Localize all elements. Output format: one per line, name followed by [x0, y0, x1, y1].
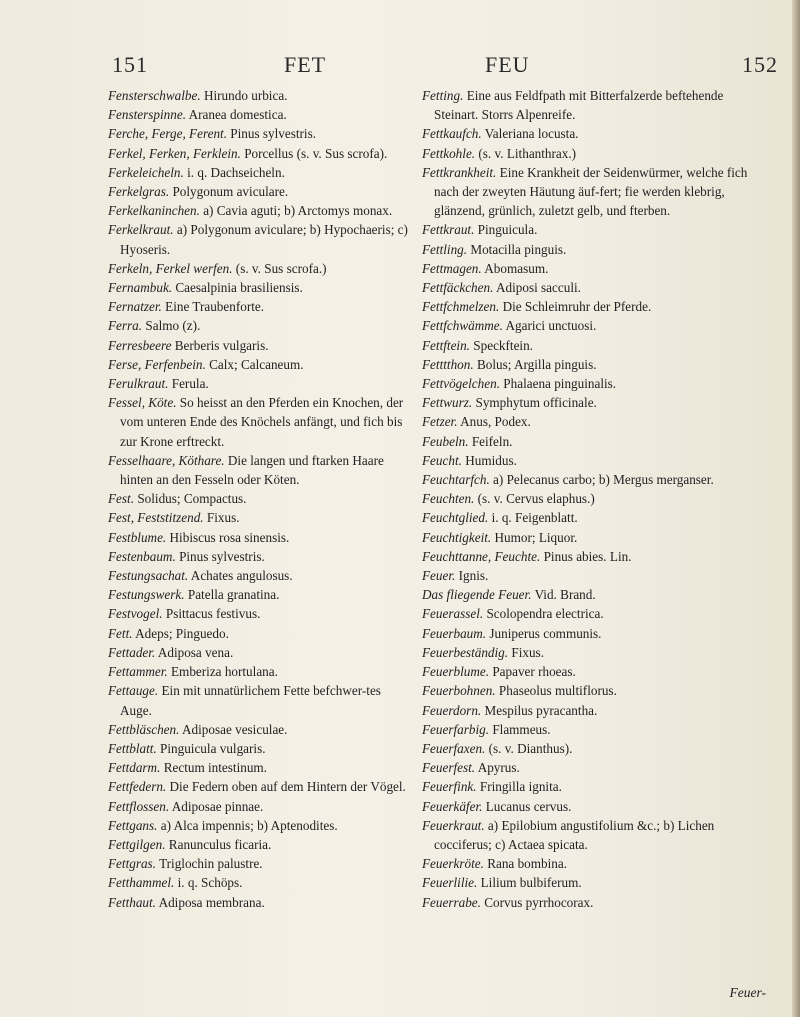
- dictionary-entry: [108, 528, 408, 547]
- dictionary-entry: [422, 585, 764, 604]
- entry-definition: Patella granatina.: [187, 587, 280, 603]
- header-keyword-left: FET: [284, 52, 327, 77]
- entry-definition: a) Epilobium angustifolium &c.; b) Lichen cocciferus; c) Actaea spicata.: [434, 817, 715, 852]
- dictionary-entry: [108, 124, 408, 143]
- dictionary-entry: [108, 643, 408, 662]
- entry-definition: Pinus sylvestris.: [230, 126, 317, 142]
- dictionary-entry: [108, 201, 408, 220]
- entry-headword: Fettblatt.: [108, 740, 157, 756]
- entry-headword: Feuerfarbig.: [422, 721, 490, 737]
- dictionary-entry: [422, 316, 764, 335]
- dictionary-entry: [422, 797, 764, 816]
- entry-headword: Feuer.: [422, 568, 456, 584]
- entry-headword: Festblume.: [108, 529, 167, 545]
- entry-headword: Festungswerk.: [108, 587, 185, 603]
- entry-headword: Fernambuk.: [108, 280, 173, 296]
- entry-headword: Das fliegende Feuer.: [422, 587, 532, 603]
- entry-headword: Fettauge.: [108, 683, 159, 699]
- dictionary-entry: [108, 797, 408, 816]
- entry-definition: Pinguicula vulgaris.: [160, 740, 266, 756]
- entry-definition: Porcellus (s. v. Sus scrofa).: [244, 145, 388, 161]
- entry-headword: Ferkeln, Ferkel werfen.: [108, 260, 233, 276]
- page-number-right: 152: [742, 52, 778, 77]
- entry-definition: Abomasum.: [484, 260, 549, 276]
- entry-definition: Symphytum officinale.: [475, 395, 597, 411]
- entry-definition: So heisst an den Pferden ein Knochen, der vom unteren Ende des Knöchels anfängt, und fich bis zur Krone erftreckt.: [120, 395, 404, 449]
- dictionary-entry: [422, 873, 764, 892]
- entry-definition: Adiposi sacculi.: [495, 280, 581, 296]
- entry-headword: Fensterspinne.: [108, 107, 187, 123]
- entry-headword: Feuchttanne, Feuchte.: [422, 548, 541, 564]
- entry-definition: i. q. Feigenblatt.: [491, 510, 578, 526]
- entry-definition: Adiposae vesiculae.: [182, 721, 288, 737]
- entry-definition: a) Alca impennis; b) Aptenodites.: [160, 817, 338, 833]
- entry-definition: (s. v. Sus scrofa.): [235, 260, 327, 276]
- entry-headword: Ferra.: [108, 318, 143, 334]
- entry-definition: Adeps; Pinguedo.: [135, 625, 229, 641]
- entry-headword: Fettfedern.: [108, 779, 167, 795]
- entry-definition: Die langen und ftarken Haare hinten an den Fesseln oder Köten.: [120, 452, 384, 488]
- entry-headword: Fensterschwalbe.: [108, 88, 201, 103]
- entry-definition: (s. v. Lithanthrax.): [478, 145, 577, 161]
- entry-definition: Die Federn oben auf dem Hintern der Vögel.: [169, 779, 406, 795]
- entry-definition: Eine aus Feldfpath mit Bitterfalzerde beftehende Steinart. Storrs Alpenreife.: [434, 88, 724, 123]
- dictionary-entry: [108, 585, 408, 604]
- entry-headword: Fettkaufch.: [422, 126, 482, 142]
- entry-headword: Fett.: [108, 625, 133, 641]
- dictionary-entry: [422, 508, 764, 527]
- entry-headword: Ferkel, Ferken, Ferklein.: [108, 145, 241, 161]
- entry-headword: Festungsachat.: [108, 568, 189, 584]
- dictionary-entry: [108, 259, 408, 278]
- dictionary-entry: [108, 278, 408, 297]
- dictionary-entry: [108, 662, 408, 681]
- entry-definition: Psittacus festivus.: [165, 606, 261, 622]
- entry-headword: Fettftein.: [422, 337, 470, 353]
- dictionary-entry: [422, 240, 764, 259]
- entry-headword: Fesselhaare, Köthare.: [108, 452, 225, 468]
- entry-headword: Feuchtarfch.: [422, 472, 490, 488]
- dictionary-entry: [422, 278, 764, 297]
- entry-headword: Fettfchwämme.: [422, 318, 503, 334]
- dictionary-entry: [108, 566, 408, 585]
- entry-headword: Feuchtigkeit.: [422, 529, 492, 545]
- dictionary-entry: [108, 547, 408, 566]
- dictionary-entry: [108, 681, 408, 719]
- entry-headword: Feuerbaum.: [422, 625, 487, 641]
- dictionary-entry: [422, 701, 764, 720]
- entry-definition: Lucanus cervus.: [485, 798, 572, 814]
- entry-definition: Adiposa vena.: [157, 644, 234, 660]
- dictionary-entry: [422, 816, 764, 854]
- header-keyword-right: FEU: [485, 52, 530, 77]
- entry-headword: Ferresbeere: [108, 337, 172, 353]
- entry-headword: Fettflossen.: [108, 798, 170, 814]
- dictionary-entry: [422, 412, 764, 431]
- entry-headword: Feuerfaxen.: [422, 740, 486, 756]
- dictionary-entry: [422, 854, 764, 873]
- dictionary-entry: [422, 528, 764, 547]
- entry-headword: Fettgras.: [108, 856, 156, 872]
- entry-definition: Adiposa membrana.: [158, 894, 265, 910]
- entry-definition: Phaseolus multiflorus.: [498, 683, 617, 699]
- dictionary-entry: [108, 758, 408, 777]
- entry-headword: Fettgilgen.: [108, 836, 166, 852]
- dictionary-entry: [422, 893, 764, 912]
- dictionary-entry: [422, 547, 764, 566]
- entry-headword: Ferkelkaninchen.: [108, 203, 200, 219]
- entry-headword: Fettammer.: [108, 664, 168, 680]
- entry-definition: a) Pelecanus carbo; b) Mergus merganser.: [493, 472, 714, 488]
- entry-headword: Ferkeleicheln.: [108, 164, 184, 180]
- entry-definition: Agarici unctuosi.: [505, 318, 597, 334]
- entry-definition: a) Polygonum aviculare; b) Hypochaeris; c) Hyoseris.: [120, 222, 408, 257]
- entry-headword: Fest, Feststitzend.: [108, 510, 204, 526]
- entry-definition: Rana bombina.: [487, 856, 568, 872]
- dictionary-entry: [108, 182, 408, 201]
- entry-headword: Festvogel.: [108, 606, 163, 622]
- entry-headword: Feubeln.: [422, 433, 469, 449]
- entry-definition: Hirundo urbica.: [203, 88, 288, 103]
- entry-headword: Ferche, Ferge, Ferent.: [108, 126, 227, 142]
- entry-headword: Feuerassel.: [422, 606, 484, 622]
- entry-headword: Fettkrankheit.: [422, 164, 497, 180]
- entry-headword: Feucht.: [422, 452, 462, 468]
- entry-definition: Fixus.: [511, 644, 544, 660]
- dictionary-entry: [108, 451, 408, 489]
- entry-headword: Feuerkraut.: [422, 817, 485, 833]
- entry-definition: Achates angulosus.: [190, 568, 293, 584]
- entry-headword: Fettader.: [108, 644, 156, 660]
- entry-definition: (s. v. Dianthus).: [488, 740, 573, 756]
- entry-definition: Corvus pyrrhocorax.: [484, 894, 594, 910]
- entry-definition: Valeriana locusta.: [484, 126, 579, 142]
- entry-headword: Fetting.: [422, 88, 464, 103]
- entry-definition: Papaver rhoeas.: [492, 664, 576, 680]
- entry-headword: Feuerrabe.: [422, 894, 481, 910]
- entry-headword: Fettmagen.: [422, 260, 482, 276]
- entry-headword: Feuerbeständig.: [422, 644, 509, 660]
- entry-headword: Fettfäckchen.: [422, 280, 494, 296]
- entry-definition: Aranea domestica.: [188, 107, 287, 123]
- dictionary-entry: [422, 681, 764, 700]
- dictionary-entry: [422, 393, 764, 412]
- dictionary-entry: [422, 432, 764, 451]
- entry-definition: Fixus.: [206, 510, 240, 526]
- left-column: [108, 86, 408, 912]
- dictionary-entry: [108, 893, 408, 912]
- entry-definition: Motacilla pinguis.: [470, 241, 567, 257]
- entry-definition: Die Schleimruhr der Pferde.: [502, 299, 652, 315]
- dictionary-entry: [108, 86, 408, 105]
- dictionary-entry: [422, 355, 764, 374]
- entry-headword: Fernatzer.: [108, 299, 162, 315]
- entry-definition: Berberis vulgaris.: [174, 337, 269, 353]
- entry-headword: Feuerfest.: [422, 760, 476, 776]
- entry-headword: Fettbläschen.: [108, 721, 180, 737]
- entry-definition: Scolopendra electrica.: [486, 606, 604, 622]
- dictionary-entry: [108, 374, 408, 393]
- page-edge: [792, 0, 800, 1017]
- dictionary-entry: [108, 873, 408, 892]
- entry-definition: Pinus abies. Lin.: [543, 548, 632, 564]
- entry-headword: Feuerfink.: [422, 779, 477, 795]
- entry-headword: Feuerblume.: [422, 664, 490, 680]
- dictionary-entry: [108, 604, 408, 623]
- entry-definition: Flammeus.: [492, 721, 551, 737]
- entry-headword: Feuchtglied.: [422, 510, 489, 526]
- entry-headword: Festenbaum.: [108, 548, 176, 564]
- entry-definition: Eine Traubenforte.: [165, 299, 265, 315]
- dictionary-entry: [108, 835, 408, 854]
- entry-definition: Juniperus communis.: [489, 625, 602, 641]
- entry-definition: Humidus.: [465, 452, 517, 468]
- dictionary-entry: [422, 662, 764, 681]
- entry-definition: Pinus sylvestris.: [179, 548, 265, 564]
- entry-headword: Feuerdorn.: [422, 702, 482, 718]
- dictionary-entry: [108, 105, 408, 124]
- running-header: [112, 52, 778, 82]
- entry-headword: Fetthaut.: [108, 894, 156, 910]
- dictionary-entry: [422, 86, 764, 124]
- entry-headword: Fettling.: [422, 241, 468, 257]
- dictionary-entry: [422, 297, 764, 316]
- dictionary-entry: [108, 489, 408, 508]
- entry-headword: Fettvögelchen.: [422, 376, 500, 392]
- dictionary-entry: [422, 374, 764, 393]
- entry-definition: Fringilla ignita.: [479, 779, 562, 795]
- entry-definition: Hibiscus rosa sinensis.: [169, 529, 290, 545]
- dictionary-entry: [422, 220, 764, 239]
- dictionary-entry: [108, 336, 408, 355]
- entry-headword: Fettkohle.: [422, 145, 476, 161]
- dictionary-entry: [108, 297, 408, 316]
- entry-headword: Ferkelgras.: [108, 184, 170, 200]
- entry-definition: (s. v. Cervus elaphus.): [477, 491, 595, 507]
- entry-headword: Fettkraut.: [422, 222, 475, 238]
- entry-definition: Rectum intestinum.: [163, 760, 267, 776]
- entry-definition: i. q. Dachseicheln.: [187, 164, 285, 180]
- entry-headword: Fetttthon.: [422, 356, 474, 372]
- dictionary-entry: [422, 777, 764, 796]
- entry-headword: Fessel, Köte.: [108, 395, 177, 411]
- dictionary-entry: [422, 720, 764, 739]
- dictionary-entry: [422, 643, 764, 662]
- entry-headword: Feuerkröte.: [422, 856, 484, 872]
- dictionary-entry: [108, 854, 408, 873]
- entry-definition: Apyrus.: [477, 760, 520, 776]
- entry-definition: i. q. Schöps.: [177, 875, 243, 891]
- entry-headword: Fettdarm.: [108, 760, 161, 776]
- entry-headword: Fetzer.: [422, 414, 458, 430]
- dictionary-entry: [108, 393, 408, 451]
- dictionary-entry: [108, 220, 408, 258]
- entry-definition: Pinguicula.: [477, 222, 538, 238]
- dictionary-entry: [422, 124, 764, 143]
- entry-headword: Feuchten.: [422, 491, 475, 507]
- dictionary-entry: [422, 624, 764, 643]
- entry-definition: Ein mit unnatürlichem Fette befchwer-tes Auge.: [120, 683, 381, 718]
- entry-definition: Adiposae pinnae.: [171, 798, 264, 814]
- entry-headword: Feuerlilie.: [422, 875, 478, 891]
- entry-headword: Fest.: [108, 491, 135, 507]
- entry-headword: Feuerbohnen.: [422, 683, 496, 699]
- entry-headword: Fettfchmelzen.: [422, 299, 500, 315]
- dictionary-entry: [108, 316, 408, 335]
- dictionary-entry: [422, 451, 764, 470]
- page-number-left: 151: [112, 52, 148, 77]
- entry-headword: Feuerkäfer.: [422, 798, 483, 814]
- entry-headword: Ferkelkraut.: [108, 222, 174, 238]
- entry-definition: a) Cavia aguti; b) Arctomys monax.: [203, 203, 393, 219]
- entry-definition: Ignis.: [458, 568, 489, 584]
- dictionary-entry: [108, 163, 408, 182]
- entry-definition: Vid. Brand.: [534, 587, 596, 603]
- dictionary-entry: [422, 566, 764, 585]
- entry-definition: Polygonum aviculare.: [172, 184, 289, 200]
- entry-definition: Lilium bulbiferum.: [480, 875, 582, 891]
- entry-definition: Ranunculus ficaria.: [168, 836, 272, 852]
- entry-headword: Ferulkraut.: [108, 376, 169, 392]
- entry-definition: Caesalpinia brasiliensis.: [175, 280, 303, 296]
- entry-definition: Eine Krankheit der Seidenwürmer, welche fich nach der zweyten Häutung äuf-fert; fie werden klebrig, glänzend, grünlich, zuletzt gelb, und fterben.: [434, 164, 748, 219]
- entry-definition: Anus, Podex.: [460, 414, 531, 430]
- dictionary-entry: [108, 508, 408, 527]
- entry-definition: Emberiza hortulana.: [171, 664, 278, 680]
- dictionary-entry: [422, 163, 764, 221]
- entry-definition: Solidus; Compactus.: [137, 491, 247, 507]
- dictionary-entry: [108, 720, 408, 739]
- dictionary-entry: [422, 144, 764, 163]
- entry-definition: Salmo (z).: [145, 318, 201, 334]
- entry-headword: Fetthammel.: [108, 875, 175, 891]
- dictionary-entry: [422, 604, 764, 623]
- dictionary-entry: [422, 336, 764, 355]
- right-column: [422, 86, 764, 912]
- dictionary-entry: [108, 739, 408, 758]
- dictionary-entry: [422, 470, 764, 489]
- entry-definition: Humor; Liquor.: [494, 529, 578, 545]
- dictionary-entry: [108, 777, 408, 796]
- dictionary-entry: [108, 816, 408, 835]
- dictionary-entry: [108, 355, 408, 374]
- entry-headword: Fettwurz.: [422, 395, 473, 411]
- dictionary-entry: [422, 739, 764, 758]
- entry-definition: Speckftein.: [473, 337, 533, 353]
- entry-definition: Phalaena pinguinalis.: [503, 376, 617, 392]
- entry-definition: Triglochin palustre.: [159, 856, 263, 872]
- dictionary-entry: [108, 624, 408, 643]
- entry-definition: Feifeln.: [471, 433, 513, 449]
- dictionary-entry: [108, 144, 408, 163]
- dictionary-entry: [422, 758, 764, 777]
- entry-headword: Fettgans.: [108, 817, 158, 833]
- entry-headword: Ferse, Ferfenbein.: [108, 356, 206, 372]
- dictionary-entry: [422, 259, 764, 278]
- entry-definition: Bolus; Argilla pinguis.: [476, 356, 597, 372]
- entry-definition: Calx; Calcaneum.: [209, 356, 304, 372]
- catchword: Feuer-: [729, 985, 766, 1000]
- entry-definition: Mespilus pyracantha.: [484, 702, 598, 718]
- entry-definition: Ferula.: [171, 376, 209, 392]
- dictionary-entry: [422, 489, 764, 508]
